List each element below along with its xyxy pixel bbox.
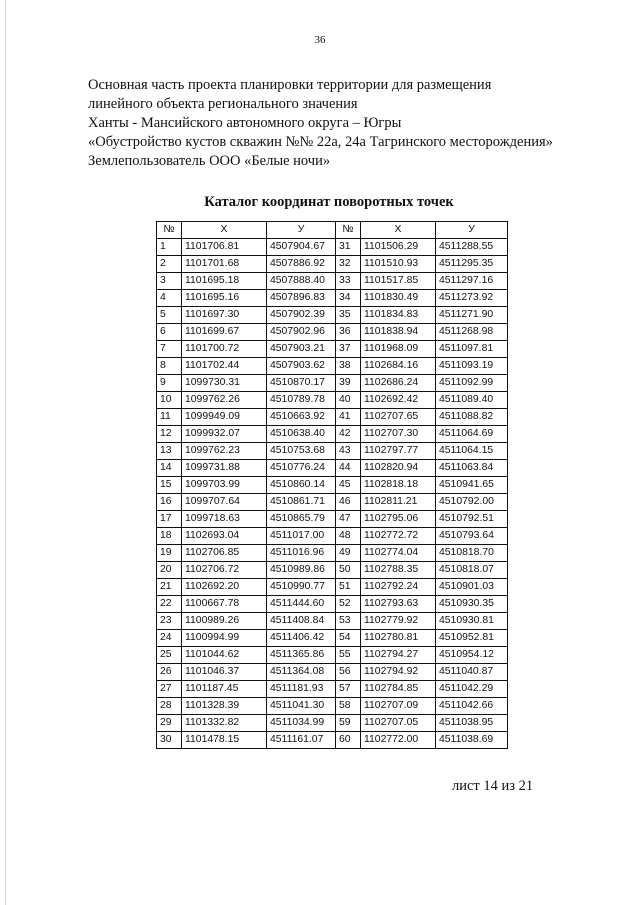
point-number: 36 xyxy=(336,324,361,341)
x-coordinate: 1102774.04 xyxy=(361,545,436,562)
y-coordinate: 4510753.68 xyxy=(267,443,336,460)
point-number: 60 xyxy=(336,732,361,749)
x-coordinate: 1101830.49 xyxy=(361,290,436,307)
y-coordinate: 4511042.66 xyxy=(436,698,508,715)
y-coordinate: 4510638.40 xyxy=(267,426,336,443)
table-row xyxy=(157,681,508,698)
y-coordinate: 4511273.92 xyxy=(436,290,508,307)
x-coordinate: 1101510.93 xyxy=(361,256,436,273)
y-coordinate: 4511088.82 xyxy=(436,409,508,426)
y-coordinate: 4511041.30 xyxy=(267,698,336,715)
table-row xyxy=(157,409,508,426)
y-coordinate: 4511406.42 xyxy=(267,630,336,647)
column-header-y: У xyxy=(436,222,508,239)
y-coordinate: 4511364.08 xyxy=(267,664,336,681)
scan-edge-line xyxy=(5,0,6,905)
point-number: 16 xyxy=(157,494,182,511)
x-coordinate: 1102706.72 xyxy=(182,562,267,579)
table-row xyxy=(157,511,508,528)
point-number: 27 xyxy=(157,681,182,698)
table-row xyxy=(157,341,508,358)
y-coordinate: 4511268.98 xyxy=(436,324,508,341)
point-number: 35 xyxy=(336,307,361,324)
y-coordinate: 4510861.71 xyxy=(267,494,336,511)
table-row xyxy=(157,647,508,664)
point-number: 7 xyxy=(157,341,182,358)
x-coordinate: 1101838.94 xyxy=(361,324,436,341)
point-number: 17 xyxy=(157,511,182,528)
point-number: 33 xyxy=(336,273,361,290)
table-header-row xyxy=(157,222,508,239)
point-number: 41 xyxy=(336,409,361,426)
y-coordinate: 4510989.86 xyxy=(267,562,336,579)
point-number: 29 xyxy=(157,715,182,732)
y-coordinate: 4510952.81 xyxy=(436,630,508,647)
page-number: 36 xyxy=(314,34,326,46)
point-number: 1 xyxy=(157,239,182,256)
table-row xyxy=(157,630,508,647)
y-coordinate: 4511017.00 xyxy=(267,528,336,545)
point-number: 26 xyxy=(157,664,182,681)
y-coordinate: 4510930.35 xyxy=(436,596,508,613)
y-coordinate: 4511408.84 xyxy=(267,613,336,630)
point-number: 58 xyxy=(336,698,361,715)
point-number: 18 xyxy=(157,528,182,545)
x-coordinate: 1102686.24 xyxy=(361,375,436,392)
point-number: 57 xyxy=(336,681,361,698)
heading-line: Землепользователь ООО «Белые ночи» xyxy=(88,153,331,169)
y-coordinate: 4511271.90 xyxy=(436,307,508,324)
table-row xyxy=(157,698,508,715)
heading-line: «Обустройство кустов скважин №№ 22а, 24а Тагринского месторождения» xyxy=(88,134,553,150)
column-header-number: № xyxy=(336,222,361,239)
point-number: 28 xyxy=(157,698,182,715)
point-number: 53 xyxy=(336,613,361,630)
x-coordinate: 1102707.09 xyxy=(361,698,436,715)
y-coordinate: 4507888.40 xyxy=(267,273,336,290)
x-coordinate: 1102707.65 xyxy=(361,409,436,426)
x-coordinate: 1101701.68 xyxy=(182,256,267,273)
x-coordinate: 1100989.26 xyxy=(182,613,267,630)
column-header-x: X xyxy=(182,222,267,239)
table-row xyxy=(157,426,508,443)
x-coordinate: 1099762.26 xyxy=(182,392,267,409)
x-coordinate: 1100994.99 xyxy=(182,630,267,647)
table-row xyxy=(157,579,508,596)
point-number: 38 xyxy=(336,358,361,375)
x-coordinate: 1101517.85 xyxy=(361,273,436,290)
x-coordinate: 1099707.64 xyxy=(182,494,267,511)
x-coordinate: 1099731.88 xyxy=(182,460,267,477)
y-coordinate: 4510792.51 xyxy=(436,511,508,528)
point-number: 22 xyxy=(157,596,182,613)
x-coordinate: 1101702.44 xyxy=(182,358,267,375)
table-row xyxy=(157,664,508,681)
y-coordinate: 4511297.16 xyxy=(436,273,508,290)
x-coordinate: 1102820.94 xyxy=(361,460,436,477)
column-header-y: У xyxy=(267,222,336,239)
y-coordinate: 4510860.14 xyxy=(267,477,336,494)
x-coordinate: 1102794.92 xyxy=(361,664,436,681)
table-row xyxy=(157,596,508,613)
x-coordinate: 1100667.78 xyxy=(182,596,267,613)
x-coordinate: 1101187.45 xyxy=(182,681,267,698)
x-coordinate: 1102692.42 xyxy=(361,392,436,409)
point-number: 34 xyxy=(336,290,361,307)
y-coordinate: 4511040.87 xyxy=(436,664,508,681)
y-coordinate: 4510776.24 xyxy=(267,460,336,477)
y-coordinate: 4507896.83 xyxy=(267,290,336,307)
point-number: 13 xyxy=(157,443,182,460)
x-coordinate: 1102788.35 xyxy=(361,562,436,579)
table-row xyxy=(157,494,508,511)
x-coordinate: 1102707.30 xyxy=(361,426,436,443)
y-coordinate: 4510941.65 xyxy=(436,477,508,494)
x-coordinate: 1102795.06 xyxy=(361,511,436,528)
point-number: 48 xyxy=(336,528,361,545)
x-coordinate: 1101968.09 xyxy=(361,341,436,358)
point-number: 32 xyxy=(336,256,361,273)
table-row xyxy=(157,545,508,562)
point-number: 39 xyxy=(336,375,361,392)
point-number: 15 xyxy=(157,477,182,494)
point-number: 3 xyxy=(157,273,182,290)
y-coordinate: 4511444.60 xyxy=(267,596,336,613)
y-coordinate: 4511038.95 xyxy=(436,715,508,732)
table-row xyxy=(157,460,508,477)
heading-line: Основная часть проекта планировки территории для размещения xyxy=(88,77,492,93)
x-coordinate: 1102797.77 xyxy=(361,443,436,460)
table-row xyxy=(157,732,508,749)
y-coordinate: 4510793.64 xyxy=(436,528,508,545)
column-header-number: № xyxy=(157,222,182,239)
point-number: 56 xyxy=(336,664,361,681)
point-number: 9 xyxy=(157,375,182,392)
point-number: 37 xyxy=(336,341,361,358)
point-number: 2 xyxy=(157,256,182,273)
column-header-x: X xyxy=(361,222,436,239)
x-coordinate: 1102811.21 xyxy=(361,494,436,511)
document-heading xyxy=(88,76,553,171)
point-number: 14 xyxy=(157,460,182,477)
heading-line: Ханты - Мансийского автономного округа – Югры xyxy=(88,115,402,131)
x-coordinate: 1099762.23 xyxy=(182,443,267,460)
point-number: 50 xyxy=(336,562,361,579)
table-row xyxy=(157,358,508,375)
x-coordinate: 1102818.18 xyxy=(361,477,436,494)
point-number: 49 xyxy=(336,545,361,562)
point-number: 19 xyxy=(157,545,182,562)
y-coordinate: 4510792.00 xyxy=(436,494,508,511)
x-coordinate: 1102706.85 xyxy=(182,545,267,562)
x-coordinate: 1101695.16 xyxy=(182,290,267,307)
y-coordinate: 4511092.99 xyxy=(436,375,508,392)
table-row xyxy=(157,392,508,409)
y-coordinate: 4511042.29 xyxy=(436,681,508,698)
x-coordinate: 1102772.00 xyxy=(361,732,436,749)
x-coordinate: 1102779.92 xyxy=(361,613,436,630)
point-number: 8 xyxy=(157,358,182,375)
table-row xyxy=(157,324,508,341)
heading-line: линейного объекта регионального значения xyxy=(88,96,358,112)
y-coordinate: 4511161.07 xyxy=(267,732,336,749)
x-coordinate: 1102693.04 xyxy=(182,528,267,545)
x-coordinate: 1102780.81 xyxy=(361,630,436,647)
point-number: 10 xyxy=(157,392,182,409)
point-number: 44 xyxy=(336,460,361,477)
x-coordinate: 1099703.99 xyxy=(182,477,267,494)
point-number: 54 xyxy=(336,630,361,647)
x-coordinate: 1099932.07 xyxy=(182,426,267,443)
y-coordinate: 4511038.69 xyxy=(436,732,508,749)
point-number: 31 xyxy=(336,239,361,256)
y-coordinate: 4510870.17 xyxy=(267,375,336,392)
sheet-counter: лист 14 из 21 xyxy=(452,778,534,794)
x-coordinate: 1101506.29 xyxy=(361,239,436,256)
x-coordinate: 1101046.37 xyxy=(182,664,267,681)
x-coordinate: 1099730.31 xyxy=(182,375,267,392)
x-coordinate: 1102707.05 xyxy=(361,715,436,732)
point-number: 23 xyxy=(157,613,182,630)
y-coordinate: 4510663.92 xyxy=(267,409,336,426)
table-row xyxy=(157,307,508,324)
point-number: 6 xyxy=(157,324,182,341)
y-coordinate: 4511365.86 xyxy=(267,647,336,664)
point-number: 52 xyxy=(336,596,361,613)
x-coordinate: 1101699.67 xyxy=(182,324,267,341)
y-coordinate: 4507902.39 xyxy=(267,307,336,324)
x-coordinate: 1101700.72 xyxy=(182,341,267,358)
x-coordinate: 1101332.82 xyxy=(182,715,267,732)
x-coordinate: 1101044.62 xyxy=(182,647,267,664)
point-number: 12 xyxy=(157,426,182,443)
x-coordinate: 1099718.63 xyxy=(182,511,267,528)
x-coordinate: 1101478.15 xyxy=(182,732,267,749)
x-coordinate: 1102684.16 xyxy=(361,358,436,375)
table-row xyxy=(157,528,508,545)
y-coordinate: 4511288.55 xyxy=(436,239,508,256)
x-coordinate: 1101697.30 xyxy=(182,307,267,324)
table-row xyxy=(157,477,508,494)
x-coordinate: 1101328.39 xyxy=(182,698,267,715)
point-number: 11 xyxy=(157,409,182,426)
point-number: 30 xyxy=(157,732,182,749)
x-coordinate: 1102772.72 xyxy=(361,528,436,545)
point-number: 42 xyxy=(336,426,361,443)
x-coordinate: 1101706.81 xyxy=(182,239,267,256)
y-coordinate: 4511097.81 xyxy=(436,341,508,358)
y-coordinate: 4511089.40 xyxy=(436,392,508,409)
y-coordinate: 4510789.78 xyxy=(267,392,336,409)
y-coordinate: 4507886.92 xyxy=(267,256,336,273)
point-number: 43 xyxy=(336,443,361,460)
x-coordinate: 1099949.09 xyxy=(182,409,267,426)
table-row xyxy=(157,290,508,307)
table-row xyxy=(157,443,508,460)
y-coordinate: 4510930.81 xyxy=(436,613,508,630)
point-number: 59 xyxy=(336,715,361,732)
y-coordinate: 4507903.62 xyxy=(267,358,336,375)
table-row xyxy=(157,256,508,273)
point-number: 21 xyxy=(157,579,182,596)
y-coordinate: 4511295.35 xyxy=(436,256,508,273)
point-number: 20 xyxy=(157,562,182,579)
y-coordinate: 4507904.67 xyxy=(267,239,336,256)
point-number: 4 xyxy=(157,290,182,307)
point-number: 55 xyxy=(336,647,361,664)
point-number: 47 xyxy=(336,511,361,528)
table-body xyxy=(157,239,508,749)
point-number: 25 xyxy=(157,647,182,664)
table-row xyxy=(157,562,508,579)
x-coordinate: 1101695.18 xyxy=(182,273,267,290)
y-coordinate: 4510990.77 xyxy=(267,579,336,596)
y-coordinate: 4510954.12 xyxy=(436,647,508,664)
y-coordinate: 4511034.99 xyxy=(267,715,336,732)
x-coordinate: 1102692.20 xyxy=(182,579,267,596)
point-number: 5 xyxy=(157,307,182,324)
y-coordinate: 4511181.93 xyxy=(267,681,336,698)
x-coordinate: 1102792.24 xyxy=(361,579,436,596)
y-coordinate: 4511063.84 xyxy=(436,460,508,477)
point-number: 51 xyxy=(336,579,361,596)
point-number: 40 xyxy=(336,392,361,409)
table-row xyxy=(157,273,508,290)
x-coordinate: 1102794.27 xyxy=(361,647,436,664)
point-number: 24 xyxy=(157,630,182,647)
y-coordinate: 4510818.07 xyxy=(436,562,508,579)
table-row xyxy=(157,375,508,392)
y-coordinate: 4511016.96 xyxy=(267,545,336,562)
table-title: Каталог координат поворотных точек xyxy=(204,194,454,210)
y-coordinate: 4510818.70 xyxy=(436,545,508,562)
table-row xyxy=(157,239,508,256)
y-coordinate: 4507903.21 xyxy=(267,341,336,358)
point-number: 45 xyxy=(336,477,361,494)
y-coordinate: 4511064.15 xyxy=(436,443,508,460)
coordinates-table xyxy=(156,221,508,749)
y-coordinate: 4511064.69 xyxy=(436,426,508,443)
x-coordinate: 1102784.85 xyxy=(361,681,436,698)
y-coordinate: 4511093.19 xyxy=(436,358,508,375)
y-coordinate: 4510865.79 xyxy=(267,511,336,528)
x-coordinate: 1102793.63 xyxy=(361,596,436,613)
y-coordinate: 4507902.96 xyxy=(267,324,336,341)
x-coordinate: 1101834.83 xyxy=(361,307,436,324)
table-row xyxy=(157,613,508,630)
table-row xyxy=(157,715,508,732)
point-number: 46 xyxy=(336,494,361,511)
y-coordinate: 4510901.03 xyxy=(436,579,508,596)
